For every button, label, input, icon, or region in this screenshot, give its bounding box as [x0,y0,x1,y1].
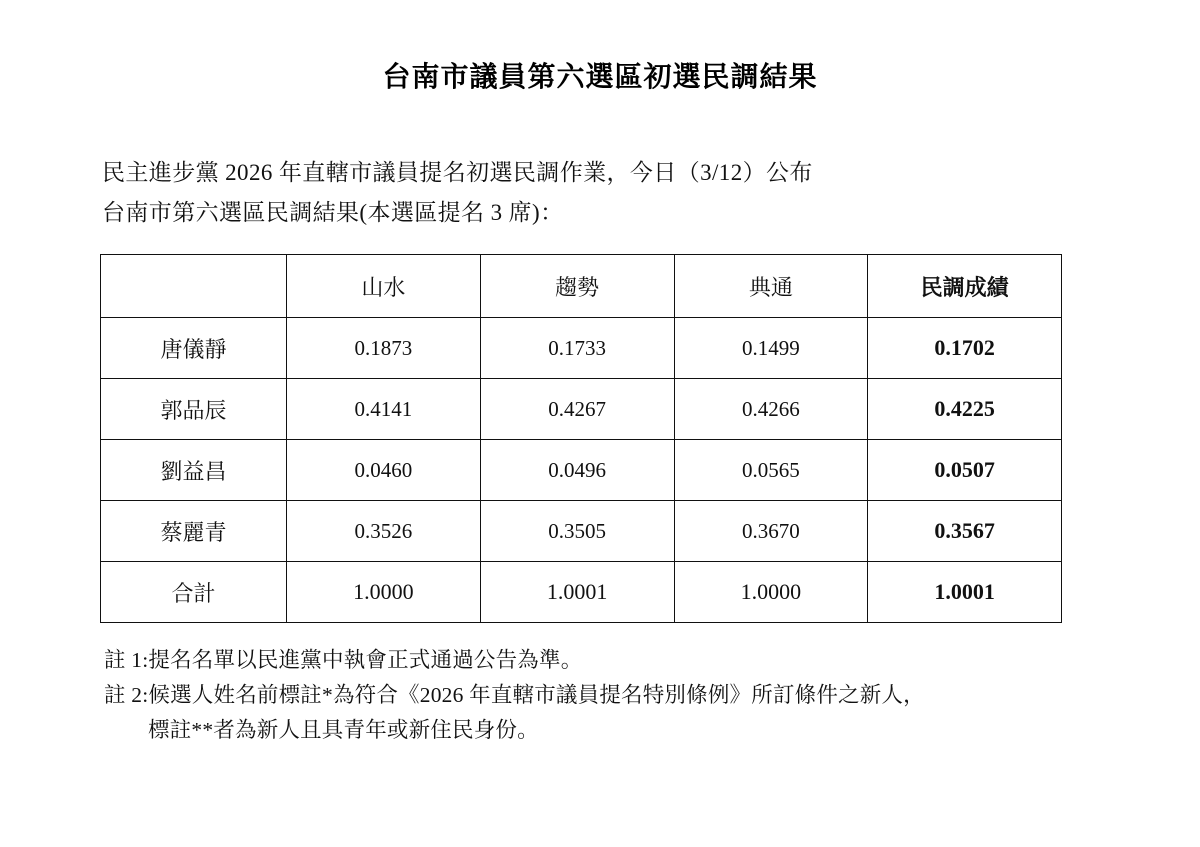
footnote-1: 註 1:提名名單以民進黨中執會正式通過公告為準。 [104,648,583,673]
table-row [101,379,1062,440]
intro-line-2: 台南市第六選區民調結果(本選區提名 3 席)： [102,199,564,225]
value-qushi: 0.4267 [480,379,674,440]
footnote-2-continued: 標註**者為新人且具青年或新住民身份。 [148,717,539,742]
value-result: 0.1702 [868,318,1062,379]
candidate-name: 劉益昌 [101,440,287,501]
value-qushi: 0.3505 [480,501,674,562]
column-header-shanshui: 山水 [287,255,481,318]
value-diantong: 0.3670 [674,501,868,562]
total-diantong: 1.0000 [674,562,868,623]
table-row [101,440,1062,501]
poll-results-table [100,254,1062,623]
total-shanshui: 1.0000 [287,562,481,623]
value-shanshui: 0.1873 [287,318,481,379]
value-result: 0.4225 [868,379,1062,440]
value-diantong: 0.4266 [674,379,868,440]
candidate-name: 唐儀靜 [101,318,287,379]
table-header [101,255,1062,318]
table-header-row [101,255,1062,318]
value-shanshui: 0.0460 [287,440,481,501]
intro-line-1: 民主進步黨 2026 年直轄市議員提名初選民調作業，今日（3/12）公布 [102,160,813,185]
total-qushi: 1.0001 [480,562,674,623]
value-result: 0.3567 [868,501,1062,562]
page-title: 台南市議員第六選區初選民調結果 [382,62,818,93]
intro-paragraph [102,153,1102,232]
total-label: 合計 [101,562,287,623]
column-header-blank [101,255,287,318]
value-qushi: 0.1733 [480,318,674,379]
candidate-name: 蔡麗青 [101,501,287,562]
column-header-diantong: 典通 [674,255,868,318]
document-page [0,55,1200,847]
total-result: 1.0001 [868,562,1062,623]
column-header-result: 民調成績 [868,255,1062,318]
table-body [101,318,1062,623]
table-row [101,318,1062,379]
table-total-row [101,562,1062,623]
value-shanshui: 0.4141 [287,379,481,440]
table-row [101,501,1062,562]
column-header-qushi: 趨勢 [480,255,674,318]
footnote-2: 註 2:候選人姓名前標註*為符合《2026 年直轄市議員提名特別條例》所訂條件之新人， [104,682,925,707]
value-shanshui: 0.3526 [287,501,481,562]
value-qushi: 0.0496 [480,440,674,501]
footnotes [104,643,1114,747]
candidate-name: 郭品辰 [101,379,287,440]
value-result: 0.0507 [868,440,1062,501]
value-diantong: 0.1499 [674,318,868,379]
value-diantong: 0.0565 [674,440,868,501]
